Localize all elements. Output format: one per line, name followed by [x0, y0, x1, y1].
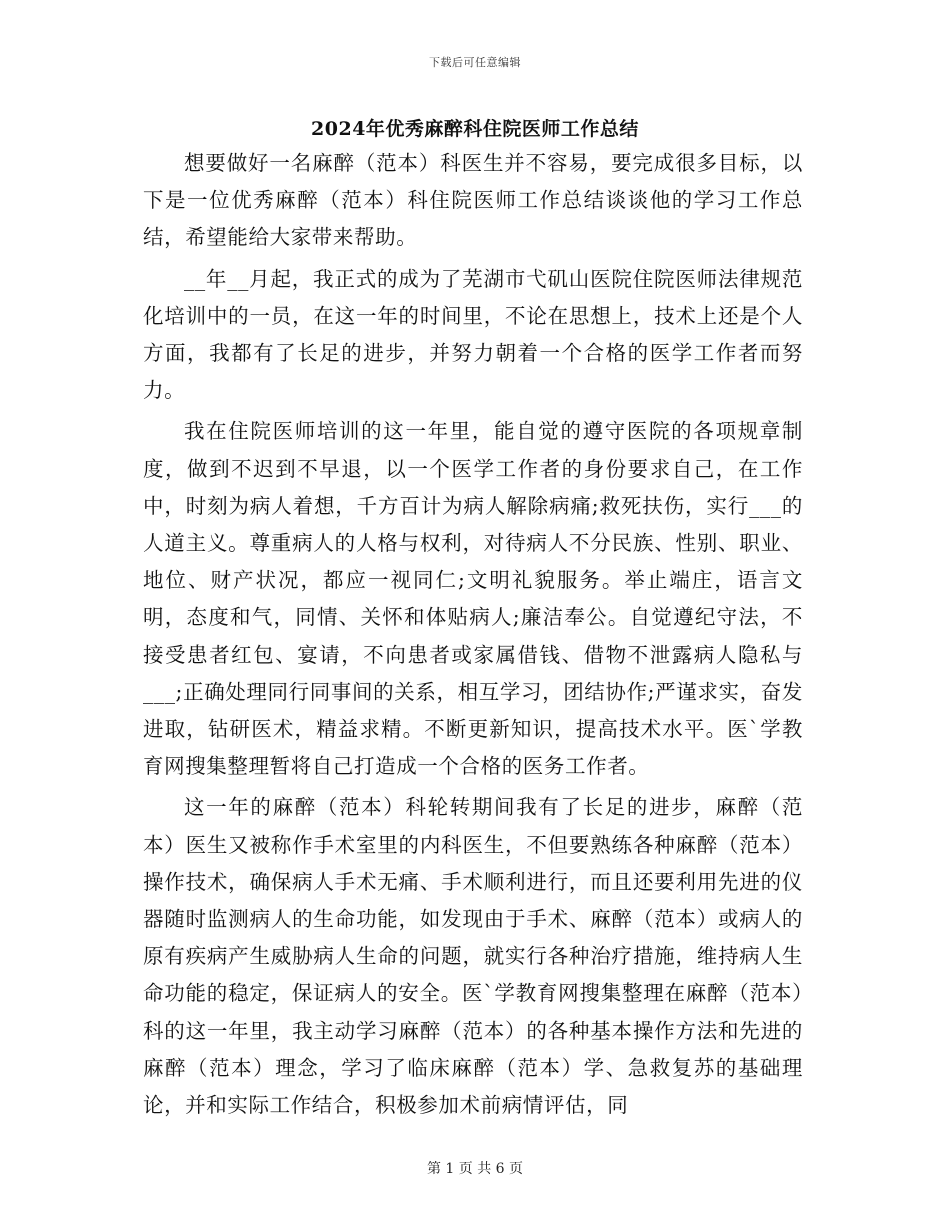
paragraph: 这一年的麻醉（范本）科轮转期间我有了长足的进步，麻醉（范本）医生又被称作手术室里的内科医生，不但要熟练各种麻醉（范本）操作技术，确保病人手术无痛、手术顺利进行，而且还要利用先进的仪器随时监测病人的生命功能，如发现由于手术、麻醉（范本）或病人的原有疾病产生威胁病人生命的问题，就实行各种治疗措施，维持病人生命功能的稳定，保证病人的安全。医`学教育网搜集整理在麻醉（范本）科的这一年里，我主动学习麻醉（范本）的各种基本操作方法和先进的麻醉（范本）理念，学习了临床麻醉（范本）学、急救复苏的基础理论，并和实际工作结合，积极参加术前病情评估，同	[143, 795, 803, 1118]
page-number: 第 1 页 共 6 页	[426, 1161, 524, 1177]
paragraph: 想要做好一名麻醉（范本）科医生并不容易，要完成很多目标，以下是一位优秀麻醉（范本）科住院医师工作总结谈谈他的学习工作总结，希望能给大家带来帮助。	[143, 151, 803, 250]
header-note: 下载后可任意编辑	[429, 56, 521, 69]
paragraph: 我在住院医师培训的这一年里，能自觉的遵守医院的各项规章制度，做到不迟到不早退，以一个医学工作者的身份要求自己，在工作中，时刻为病人着想，千方百计为病人解除病痛;救死扶伤，实行___的人道主义。尊重病人的人格与权利，对待病人不分民族、性别、职业、地位、财产状况，都应一视同仁;文明礼貌服务。举止端庄，语言文明，态度和气，同情、关怀和体贴病人;廉洁奉公。自觉遵纪守法，不接受患者红包、宴请，不向患者或家属借钱、借物不泄露病人隐私与___;正确处理同行同事间的关系，相互学习，团结协作;严谨求实，奋发进取，钻研医术，精益求精。不断更新知识，提高技术水平。医`学教育网搜集整理暂将自己打造成一个合格的医务工作者。	[143, 419, 803, 779]
document-body	[143, 145, 803, 1128]
paragraph: __年__月起，我正式的成为了芜湖市弋矶山医院住院医师法律规范化培训中的一员，在这一年的时间里，不论在思想上，技术上还是个人方面，我都有了长足的进步，并努力朝着一个合格的医学工作者而努力。	[143, 266, 803, 403]
document-title: 2024年优秀麻醉科住院医师工作总结	[311, 118, 639, 140]
